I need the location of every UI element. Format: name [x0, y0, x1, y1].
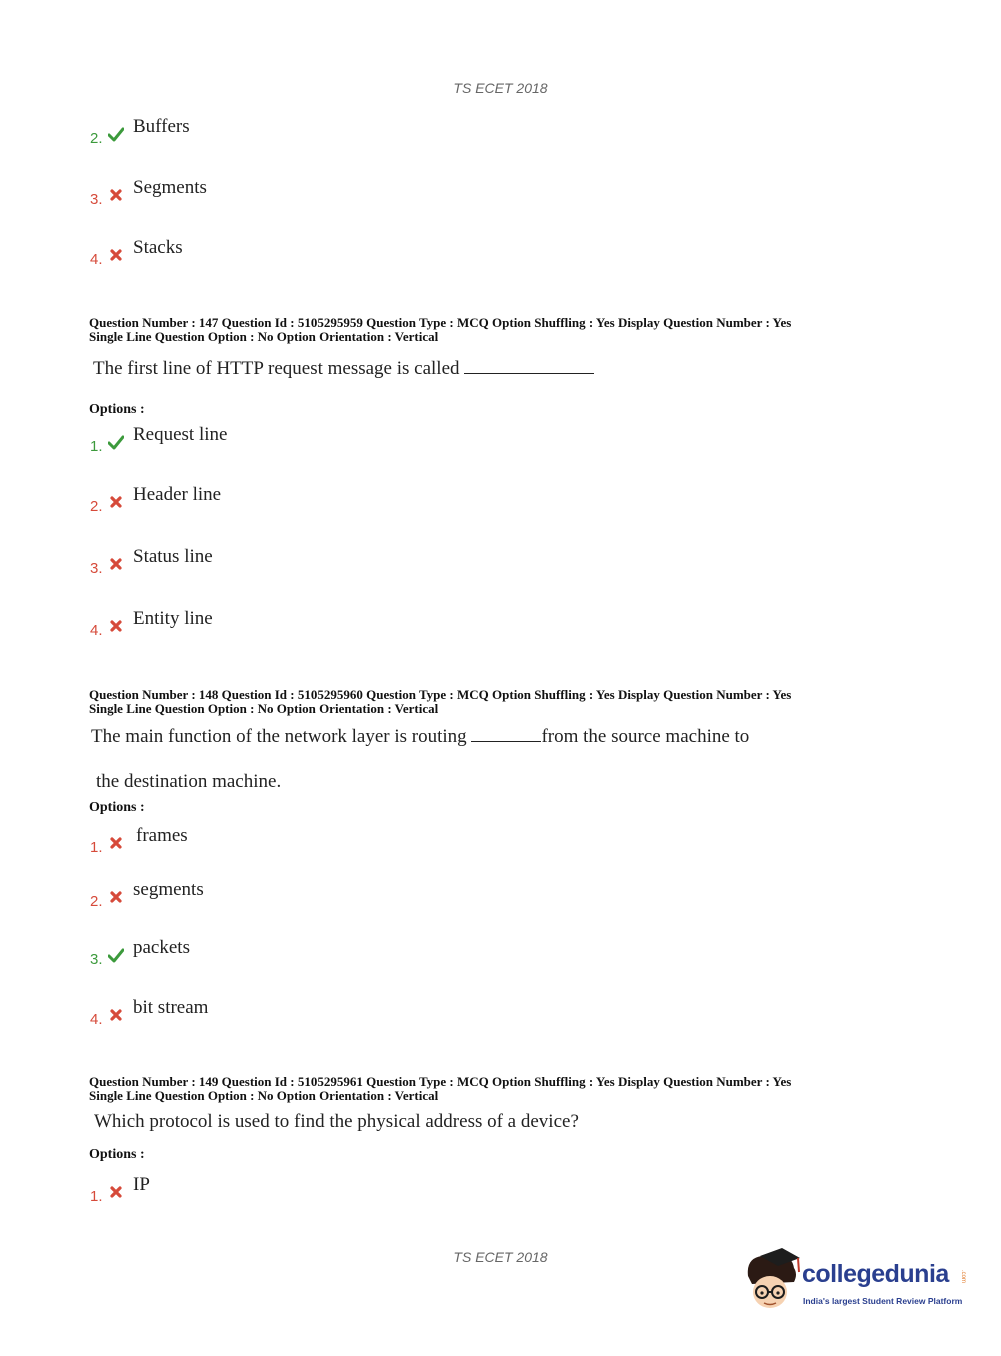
cross-icon: [108, 618, 124, 634]
question-meta-line1: Question Number : 149 Question Id : 5105295961 Question Type : MCQ Option Shuffling : Yes Display Question Number : Yes: [89, 1074, 792, 1089]
option-text: packets: [133, 937, 190, 958]
options-label: Options :: [89, 1147, 145, 1162]
cross-icon: [108, 835, 124, 851]
options-label: Options :: [89, 800, 145, 815]
question-meta-line2: Single Line Question Option : No Option Orientation : Vertical: [89, 329, 439, 344]
option-text: IP: [133, 1174, 150, 1195]
option-text: segments: [133, 879, 204, 900]
question-text-part: from the source machine to: [541, 726, 750, 747]
question-meta: [89, 688, 909, 716]
answer-blank: [464, 355, 594, 374]
option-text: frames: [136, 825, 188, 846]
question-meta: [89, 316, 909, 344]
option-number: 4.: [90, 251, 103, 268]
check-icon: [108, 947, 124, 963]
cross-icon: [108, 494, 124, 510]
option-text: Request line: [133, 424, 228, 445]
cross-icon: [108, 187, 124, 203]
option-number: 2.: [90, 130, 103, 147]
option-number: 2.: [90, 893, 103, 910]
option-text: Segments: [133, 177, 207, 198]
page-footer: TS ECET 2018: [453, 1249, 548, 1265]
question-text: Which protocol is used to find the physical address of a device?: [94, 1111, 579, 1132]
option-number: 1.: [90, 438, 103, 455]
cross-icon: [108, 1184, 124, 1200]
question-text-continuation: the destination machine.: [96, 771, 282, 792]
answer-blank: [471, 723, 541, 742]
question-text-part: The first line of HTTP request message is called: [93, 358, 460, 379]
question-meta: [89, 1075, 909, 1103]
question-text: [93, 355, 594, 380]
question-meta-line2: Single Line Question Option : No Option Orientation : Vertical: [89, 1088, 439, 1103]
check-icon: [108, 126, 124, 142]
question-meta-line1: Question Number : 147 Question Id : 5105295959 Question Type : MCQ Option Shuffling : Yes Display Question Number : Yes: [89, 315, 792, 330]
option-text: Status line: [133, 546, 213, 567]
cross-icon: [108, 1007, 124, 1023]
option-number: 4.: [90, 622, 103, 639]
option-number: 1.: [90, 839, 103, 856]
question-meta-line2: Single Line Question Option : No Option Orientation : Vertical: [89, 701, 439, 716]
option-text: Entity line: [133, 608, 213, 629]
option-number: 2.: [90, 498, 103, 515]
mascot-icon: [742, 1248, 804, 1318]
option-number: 4.: [90, 1011, 103, 1028]
cross-icon: [108, 247, 124, 263]
option-text: bit stream: [133, 997, 209, 1018]
logo-wordmark: collegedunia: [802, 1260, 949, 1288]
question-text-part: The main function of the network layer is routing: [91, 726, 467, 747]
logo-tagline: India's largest Student Review Platform: [803, 1296, 963, 1306]
check-icon: [108, 434, 124, 450]
option-number: 3.: [90, 560, 103, 577]
option-number: 3.: [90, 191, 103, 208]
option-text: Header line: [133, 484, 222, 505]
page-header: TS ECET 2018: [453, 80, 548, 96]
options-label: Options :: [89, 402, 145, 417]
option-number: 3.: [90, 951, 103, 968]
option-text: Stacks: [133, 237, 183, 258]
question-text: [91, 723, 749, 748]
collegedunia-logo: [742, 1248, 972, 1318]
cross-icon: [108, 889, 124, 905]
cross-icon: [108, 556, 124, 572]
option-number: 1.: [90, 1188, 103, 1205]
logo-suffix: .com: [960, 1270, 966, 1284]
option-text: Buffers: [133, 116, 190, 137]
question-meta-line1: Question Number : 148 Question Id : 5105295960 Question Type : MCQ Option Shuffling : Yes Display Question Number : Yes: [89, 687, 792, 702]
